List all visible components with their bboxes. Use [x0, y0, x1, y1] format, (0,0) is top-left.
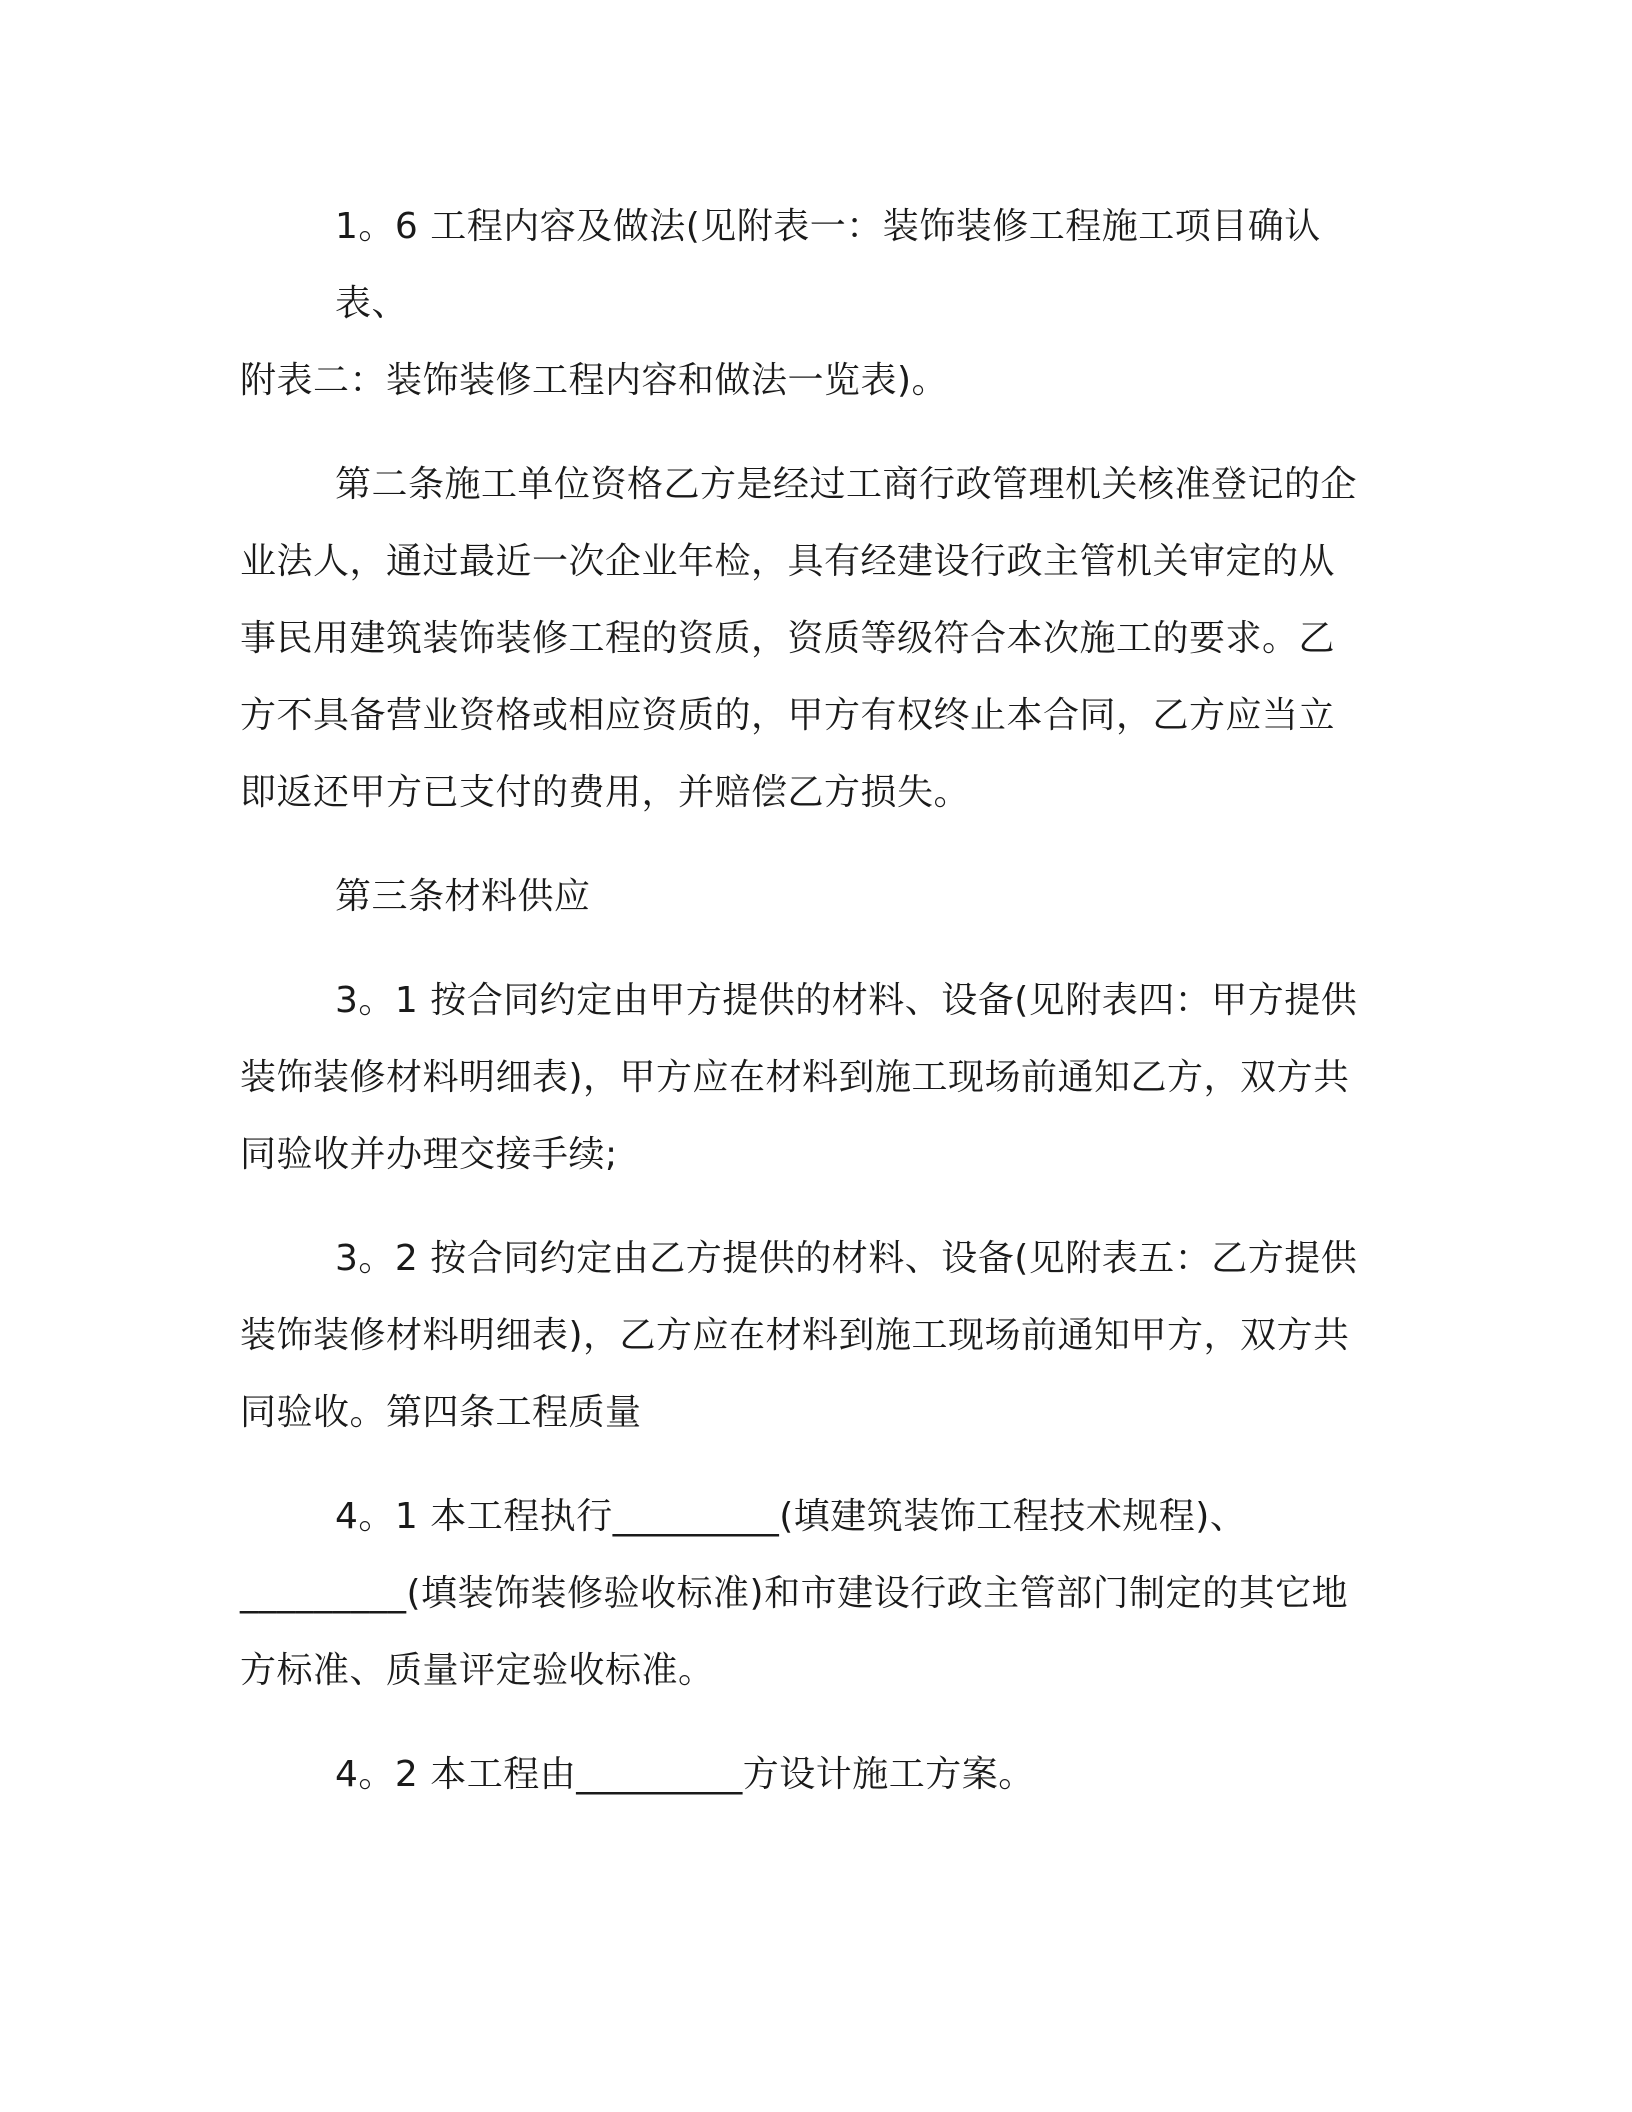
text-line: 第二条施工单位资格乙方是经过工商行政管理机关核准登记的企 [335, 464, 1358, 505]
paragraph-article-2 [240, 446, 1390, 831]
text-line: 第三条材料供应 [335, 876, 591, 917]
paragraph-article-3-heading [240, 858, 1390, 935]
text-line: 同验收并办理交接手续; [240, 1134, 618, 1175]
text-line: 即返还甲方已支付的费用，并赔偿乙方损失。 [240, 772, 971, 813]
text-line: 4。1 本工程执行_________(填建筑装饰工程技术规程)、 [335, 1496, 1247, 1537]
text-line: 装饰装修材料明细表)，甲方应在材料到施工现场前通知乙方，双方共 [240, 1057, 1350, 1098]
text-line: 1。6 工程内容及做法(见附表一：装饰装修工程施工项目确认表、 [335, 206, 1321, 324]
text-line: 业法人，通过最近一次企业年检，具有经建设行政主管机关审定的从 [240, 541, 1336, 582]
document-body [240, 188, 1390, 1813]
paragraph-3-2 [240, 1220, 1390, 1451]
paragraph-4-1 [240, 1478, 1390, 1709]
paragraph-4-2 [240, 1736, 1390, 1813]
text-line: 4。2 本工程由_________方设计施工方案。 [335, 1754, 1035, 1795]
text-line: 方不具备营业资格或相应资质的，甲方有权终止本合同，乙方应当立 [240, 695, 1336, 736]
text-line: 事民用建筑装饰装修工程的资质，资质等级符合本次施工的要求。乙 [240, 618, 1336, 659]
paragraph-1-6 [240, 188, 1390, 419]
text-line: _________(填装饰装修验收标准)和市建设行政主管部门制定的其它地 [240, 1573, 1349, 1614]
text-line: 3。2 按合同约定由乙方提供的材料、设备(见附表五：乙方提供 [335, 1238, 1358, 1279]
paragraph-3-1 [240, 962, 1390, 1193]
text-line: 方标准、质量评定验收标准。 [240, 1650, 715, 1691]
text-line: 3。1 按合同约定由甲方提供的材料、设备(见附表四：甲方提供 [335, 980, 1358, 1021]
text-line: 装饰装修材料明细表)，乙方应在材料到施工现场前通知甲方，双方共 [240, 1315, 1350, 1356]
text-line: 同验收。第四条工程质量 [240, 1392, 642, 1433]
text-line: 附表二：装饰装修工程内容和做法一览表)。 [240, 360, 949, 401]
